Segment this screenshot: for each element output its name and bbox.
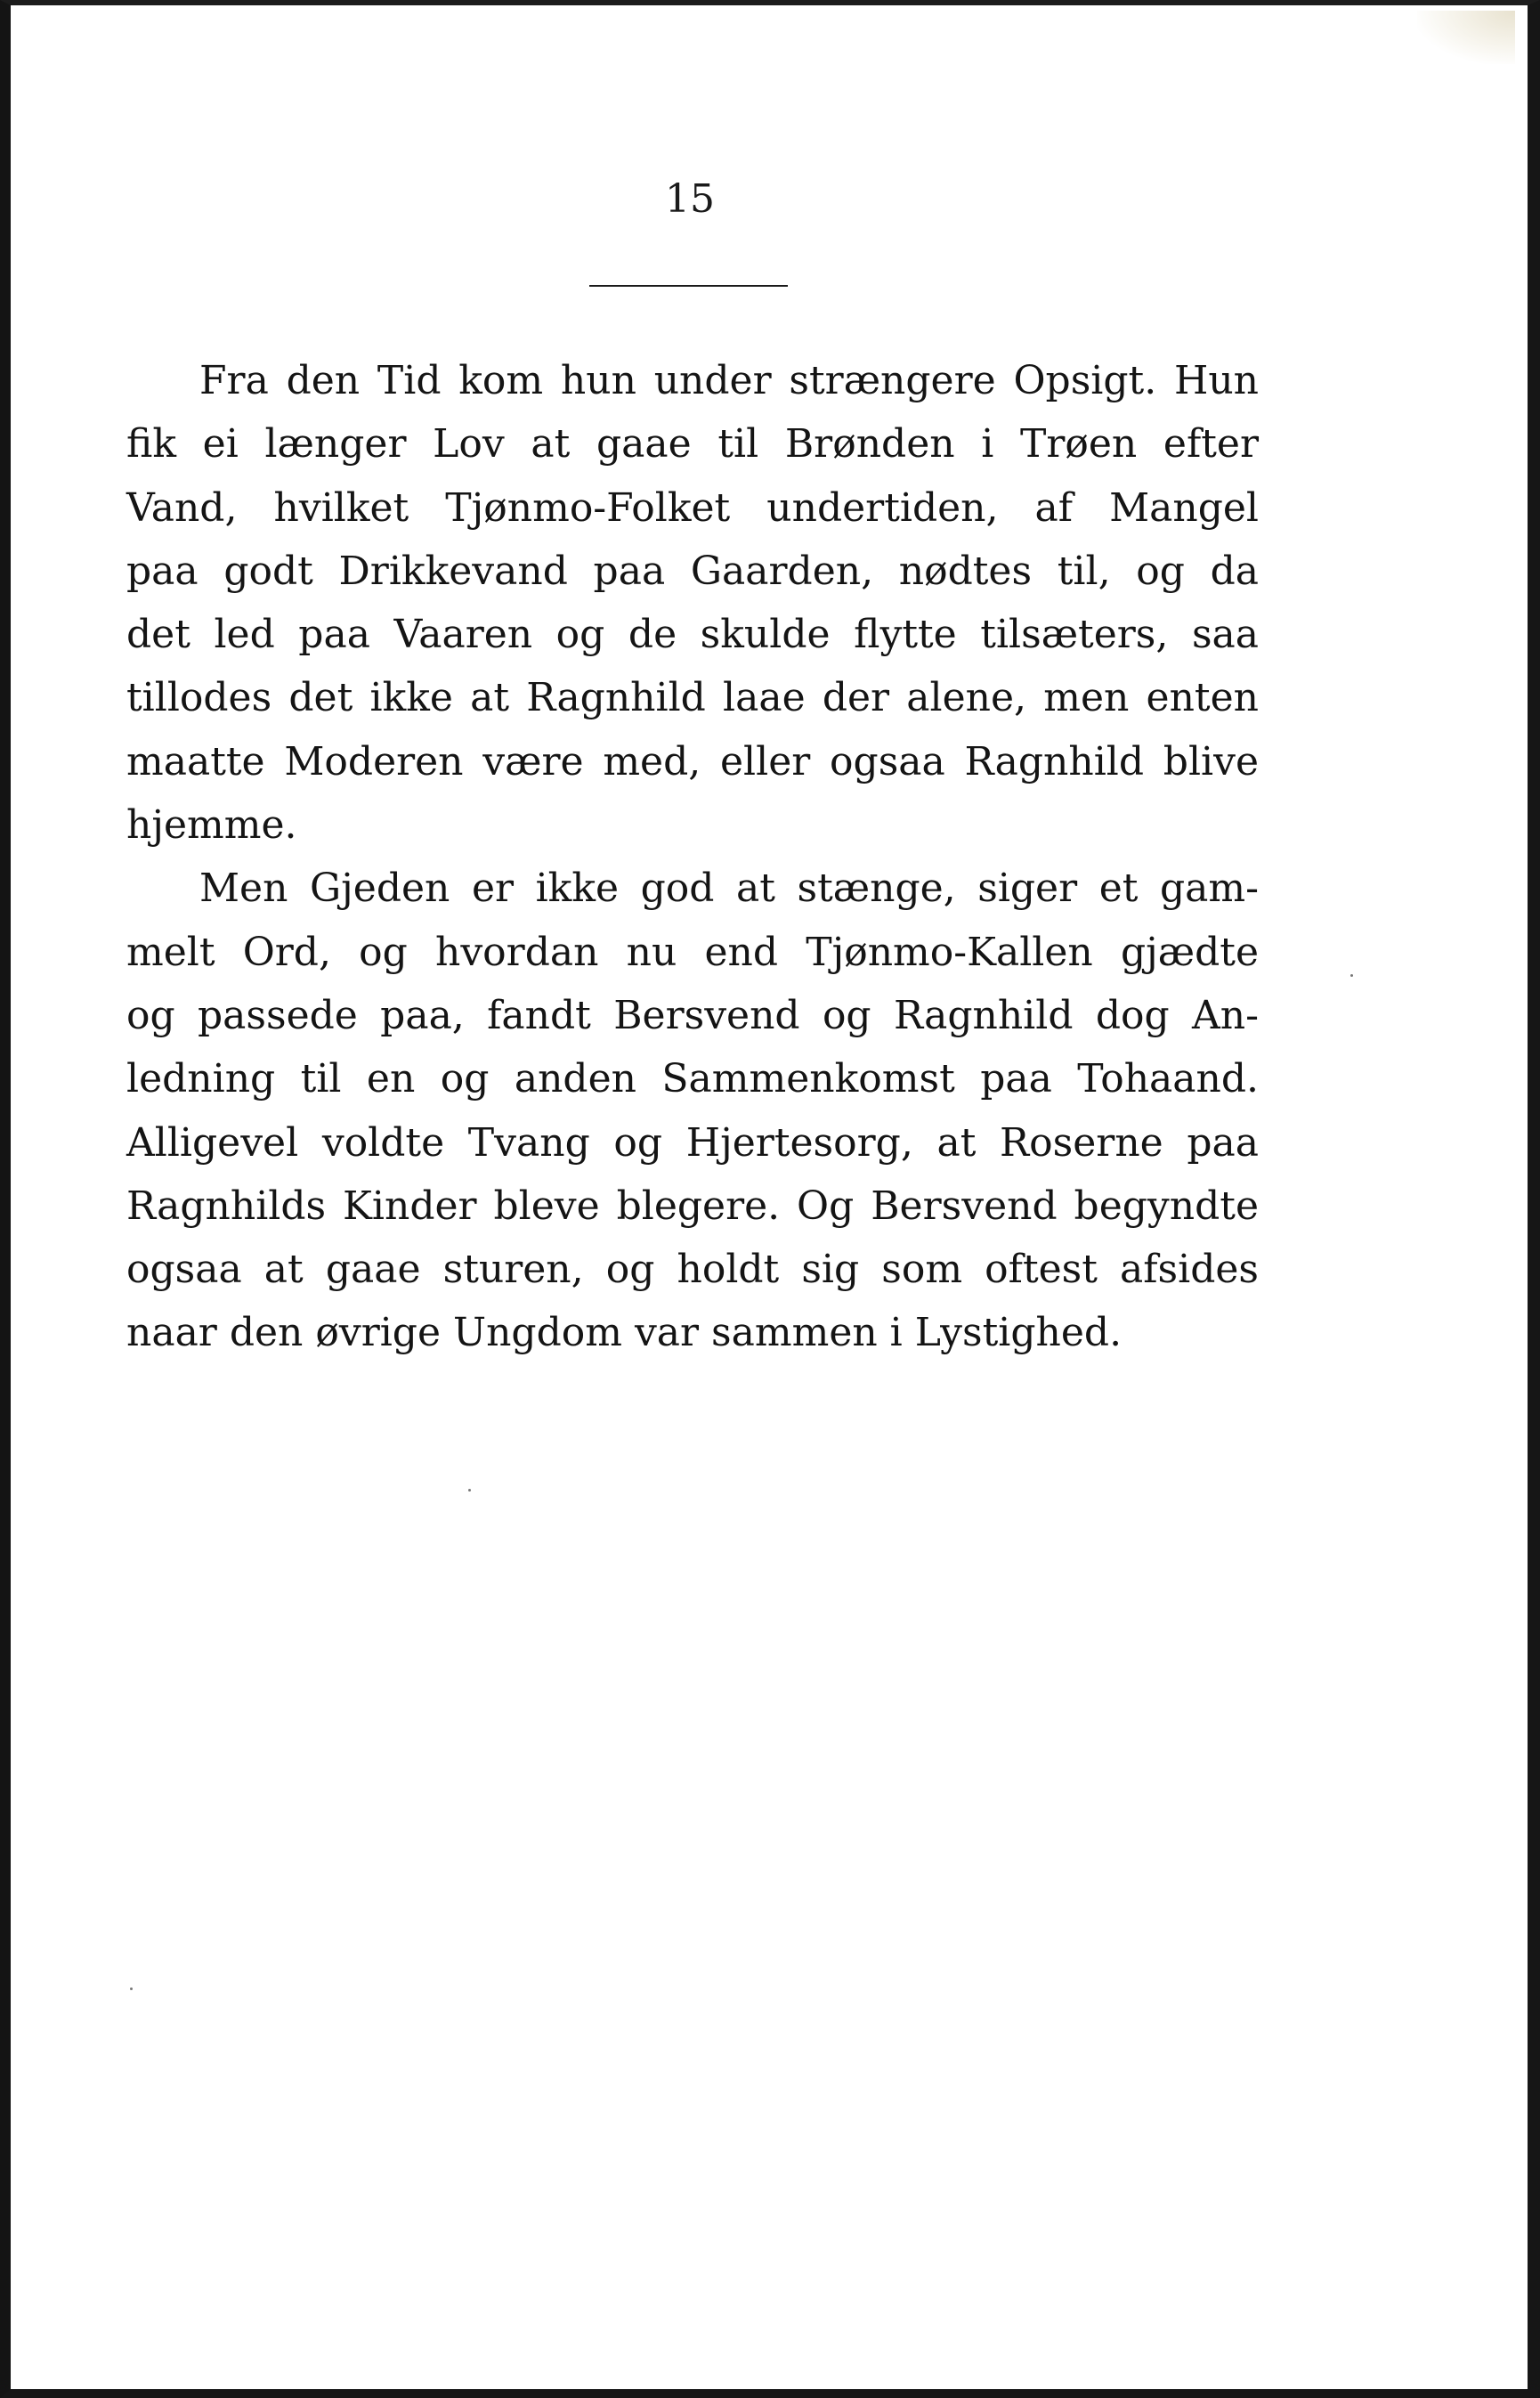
body-text: [126, 349, 1259, 1365]
text-line: og passede paa, fandt Bersvend og Ragnhild dog An-: [126, 992, 1259, 1038]
text-line: Alligevel voldte Tvang og Hjertesorg, at Roserne paa: [126, 1119, 1259, 1166]
text-line: hjemme.: [126, 802, 297, 849]
text-line: maatte Moderen være med, eller ogsaa Ragnhild blive: [126, 738, 1259, 784]
page-number: 15: [665, 176, 715, 222]
text-line: ledning til en og anden Sammenkomst paa Tohaand.: [126, 1056, 1259, 1102]
text-line: paa godt Drikkevand paa Gaarden, nødtes til, og da: [126, 548, 1259, 594]
dust-speck: [1350, 974, 1353, 977]
text-line: tillodes det ikke at Ragnhild laae der alene, men enten: [126, 675, 1259, 721]
text-line: naar den øvrige Ungdom var sammen i Lystighed.: [126, 1310, 1123, 1356]
text-line: fik ei længer Lov at gaae til Brønden i Trøen efter: [126, 421, 1259, 467]
paragraph: [126, 349, 1259, 857]
text-line: det led paa Vaaren og de skulde flytte tilsæters, saa: [126, 612, 1259, 658]
paper-corner-stain: [1417, 11, 1515, 64]
header-rule: [589, 285, 788, 287]
dust-speck: [468, 1489, 471, 1492]
paragraph: [126, 857, 1259, 1364]
text-line: Fra den Tid kom hun under strængere Opsigt. Hun: [199, 358, 1259, 403]
text-line: Vand, hvilket Tjønmo-Folket undertiden, af Mangel: [126, 484, 1259, 531]
text-line: melt Ord, og hvordan nu end Tjønmo-Kallen gjædte: [126, 929, 1259, 975]
text-line: ogsaa at gaae sturen, og holdt sig som oftest afsides: [126, 1247, 1259, 1293]
text-line: Men Gjeden er ikke god at stænge, siger et gam-: [199, 866, 1259, 912]
text-line: Ragnhilds Kinder bleve blegere. Og Bersvend begyndte: [126, 1183, 1259, 1229]
dust-speck: [130, 1987, 133, 1990]
